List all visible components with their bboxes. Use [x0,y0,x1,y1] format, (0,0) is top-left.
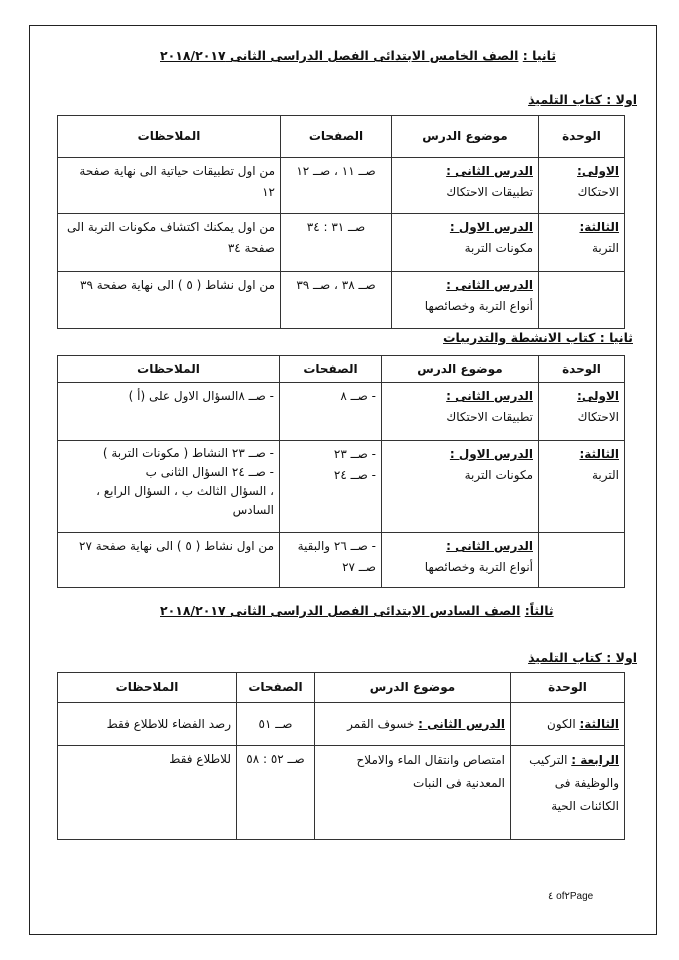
lesson-label: الدرس الثانى : [446,164,533,178]
pages-cell [280,383,382,441]
unit-label: الرابعة : [571,753,619,767]
lesson-name: مكونات التربة [464,241,533,255]
notes-line: - صــ ٢٤ السؤال الثانى ب [145,465,274,479]
page-number [548,891,593,902]
unit-label: الثالثة: [579,447,619,461]
header-pages: الصفحات [237,673,315,703]
pages-cell: صــ ١١ ، صــ ١٢ [281,158,392,214]
pages-cell: صــ ٥١ [237,703,315,746]
notes-cell: من اول يمكنك اكتشاف مكونات التربة الى صفحة ٣٤ [58,214,281,272]
notes-cell: من اول تطبيقات حياتية الى نهاية صفحة ١٢ [58,158,281,214]
lesson-name: امتصاص وانتقال الماء والاملاح المعدنية فى النبات [356,753,505,790]
page-label: Page [569,891,594,902]
header-lesson: موضوع الدرس [392,116,539,158]
unit-label: الاولى: [577,164,619,178]
lesson-label: الدرس الثانى : [446,389,533,403]
header-unit: الوحدة [539,356,625,383]
notes-cell: رصد الفضاء للاطلاع فقط [58,703,237,746]
header-notes: الملاحظات [58,116,281,158]
section2-title-text: الصف الخامس الابتدائى الفصل الدراسى الثانى ٢٠١٨/٢٠١٧ [160,48,519,63]
unit-name: الاحتكاك [577,410,619,424]
lesson-label: الدرس الثانى : [446,278,533,292]
table-row [58,383,625,441]
header-pages: الصفحات [281,116,392,158]
lesson-name: أنواع التربة وخصائصها [424,299,533,313]
table-row [58,272,625,329]
pages-line: - صــ ٨ [340,389,376,403]
table-row [58,746,625,840]
header-unit: الوحدة [511,673,625,703]
student-book-table-grade6 [57,672,625,840]
unit-label: الاولى: [577,389,619,403]
pages-cell: صــ ٥٢ : ٥٨ [237,746,315,840]
table-row [58,533,625,588]
pages-line: - صــ ٢٦ والبقية [297,539,376,553]
notes-line: السادس [232,503,274,517]
pages-line: - صــ ٢٣ [333,447,376,461]
lesson-name: خسوف القمر [347,716,419,731]
header-lesson: موضوع الدرس [382,356,539,383]
page-of-label: of [556,891,565,902]
lesson-name: تطبيقات الاحتكاك [446,185,533,199]
table-row [58,441,625,533]
header-unit: الوحدة [539,116,625,158]
table-row [58,214,625,272]
header-pages: الصفحات [280,356,382,383]
header-lesson: موضوع الدرس [315,673,511,703]
header-notes: الملاحظات [58,673,237,703]
unit-name: التركيب والوظيفة فى الكائنات الحية [529,753,619,813]
lesson-label: الدرس الاول : [449,447,533,461]
lesson-name: أنواع التربة وخصائصها [424,560,533,574]
unit-label: الثالثة: [579,716,619,731]
notes-cell: للاطلاع فقط [58,746,237,840]
section2-title [160,48,556,63]
notes-line: من اول نشاط ( ٥ ) الى نهاية صفحة ٢٧ [79,539,274,553]
pages-cell [280,441,382,533]
lesson-label: الدرس الثانى : [418,716,505,731]
notes-cell: من اول نشاط ( ٥ ) الى نهاية صفحة ٣٩ [58,272,281,329]
unit-name: الاحتكاك [577,185,619,199]
unit-name: التربة [591,468,619,482]
notes-line: - صــ ٢٣ النشاط ( مكونات التربة ) [102,446,274,460]
section2-book1-title: اولا : كتاب التلميذ [528,92,637,107]
unit-name: التربة [591,241,619,255]
notes-line: - صــ ٨السؤال الاول على (أ ) [128,389,274,403]
section2-title-label: ثانيا : [522,48,557,63]
section3-title-text: الصف السادس الابتدائى الفصل الدراسى الثانى ٢٠١٨/٢٠١٧ [160,603,521,618]
table-row [58,158,625,214]
section3-book1-title: اولا : كتاب التلميذ [528,650,637,665]
pages-line: - صــ ٢٤ [333,468,376,482]
notes-line: ، السؤال الثالث ب ، السؤال الرابع ، [96,484,274,498]
notes-cell [58,383,280,441]
pages-cell: صــ ٣٨ ، صــ ٣٩ [281,272,392,329]
lesson-label: الدرس الاول : [449,220,533,234]
lesson-label: الدرس الثانى : [446,539,533,553]
pages-cell: صــ ٣١ : ٣٤ [281,214,392,272]
unit-label: الثالثة: [579,220,619,234]
lesson-name: تطبيقات الاحتكاك [446,410,533,424]
table-row [58,703,625,746]
pages-line: صــ ٢٧ [342,560,376,574]
page-total: ٤ [548,891,554,902]
header-notes: الملاحظات [58,356,280,383]
section3-title-label: ثالثاً: [524,603,554,618]
notes-cell [58,441,280,533]
unit-name: الكون [547,716,580,731]
section2-book2-title: ثانيا : كتاب الانشطة والتدريبات [443,330,633,345]
notes-cell [58,533,280,588]
page-current: ٢ [564,891,570,902]
section3-title [160,603,554,618]
pages-cell [280,533,382,588]
student-book-table-grade5 [57,115,625,329]
activities-book-table-grade5 [57,355,625,588]
lesson-name: مكونات التربة [464,468,533,482]
